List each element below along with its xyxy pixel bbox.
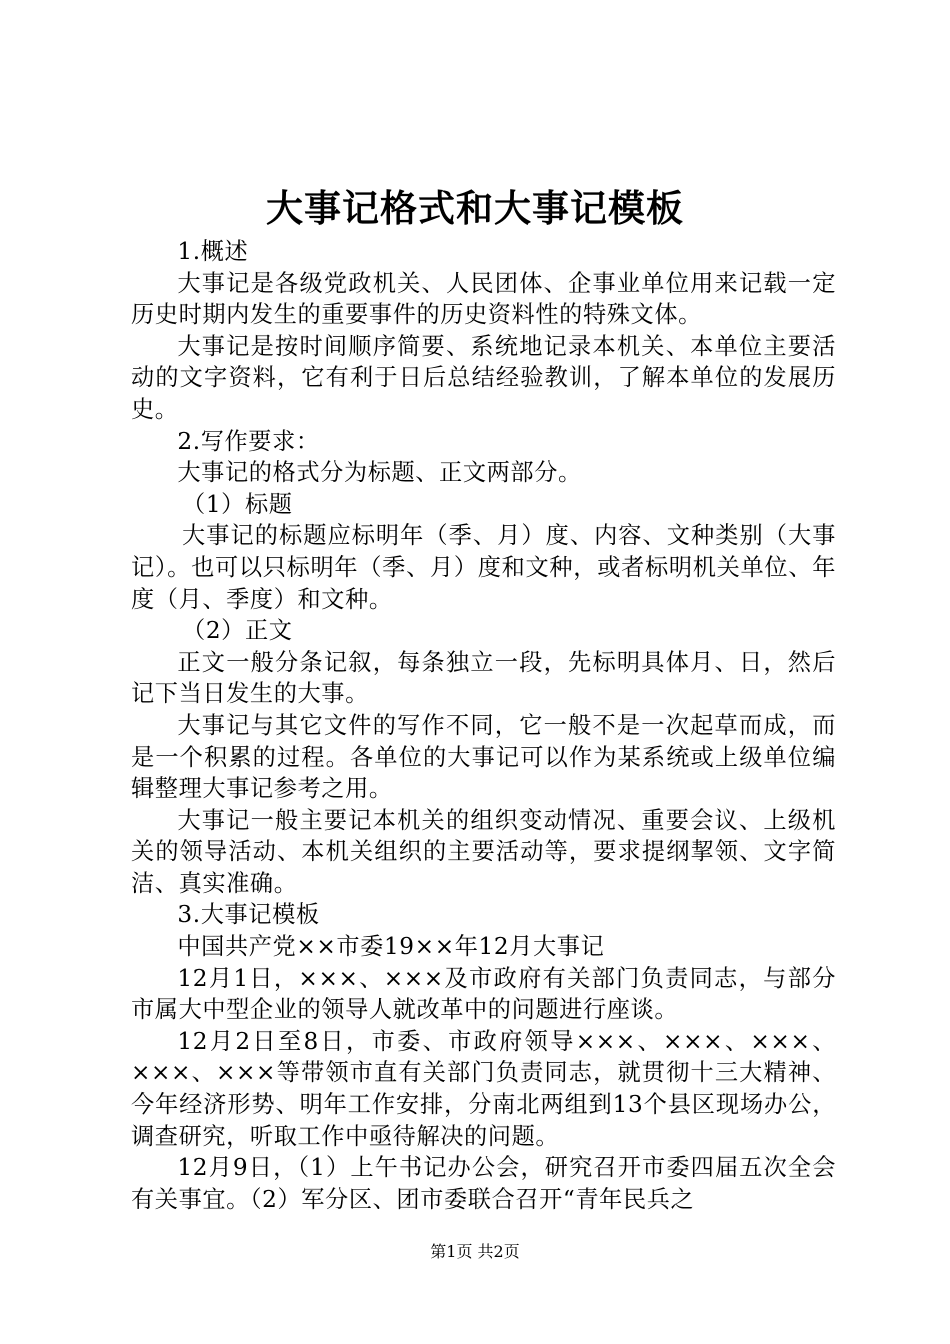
section-heading-template: 3.大事记模板 [177, 901, 320, 929]
section-heading-requirements: 2.写作要求： [177, 427, 320, 455]
paragraph: 12月9日，（1）上午书记办公会，研究召开市委四届五次全会有关事宜。（2）军分区、团市委联合召开“青年民兵之 [131, 1154, 836, 1213]
paragraph: 12月1日，×××、×××及市政府有关部门负责同志，与部分市属大中型企业的领导人就改革中的问题进行座谈。 [131, 964, 836, 1024]
document-title: 大事记格式和大事记模板 [266, 186, 684, 230]
paragraph: 大事记一般主要记本机关的组织变动情况、重要会议、上级机关的领导活动、本机关组织的主要活动等，要求提纲挈领、文字简洁、真实准确。 [131, 806, 836, 897]
subheading-title: （1）标题 [182, 490, 293, 518]
template-title: 中国共产党××市委19××年12月大事记 [177, 933, 605, 961]
paragraph: 大事记与其它文件的写作不同，它一般不是一次起草而成，而是一个积累的过程。各单位的大事记可以作为某系统或上级单位编辑整理大事记参考之用。 [131, 711, 836, 803]
paragraph: 正文一般分条记叙，每条独立一段，先标明具体月、日，然后记下当日发生的大事。 [131, 648, 836, 708]
subheading-body: （2）正文 [182, 617, 293, 645]
document-body [131, 236, 836, 1215]
paragraph: 大事记的标题应标明年（季、月）度、内容、文种类别（大事记）。也可以只标明年（季、月）度和文种，或者标明机关单位、年度（月、季度）和文种。 [131, 522, 836, 613]
paragraph: 大事记是按时间顺序简要、系统地记录本机关、本单位主要活动的文字资料，它有利于日后总结经验教训，了解本单位的发展历史。 [131, 332, 836, 423]
paragraph: 大事记是各级党政机关、人民团体、企事业单位用来记载一定历史时期内发生的重要事件的历史资料性的特殊文体。 [131, 269, 836, 329]
paragraph: 12月2日至8日，市委、市政府领导×××、×××、×××、×××、×××等带领市直有关部门负责同志，就贯彻十三大精神、今年经济形势、明年工作安排，分南北两组到13个县区现场办公，调查研究，听取工作中亟待解决的问题。 [131, 1027, 836, 1150]
page-footer: 第1页 共2页 [430, 1242, 520, 1261]
section-heading-overview: 1.概述 [177, 238, 249, 265]
paragraph: 大事记的格式分为标题、正文两部分。 [177, 459, 582, 487]
